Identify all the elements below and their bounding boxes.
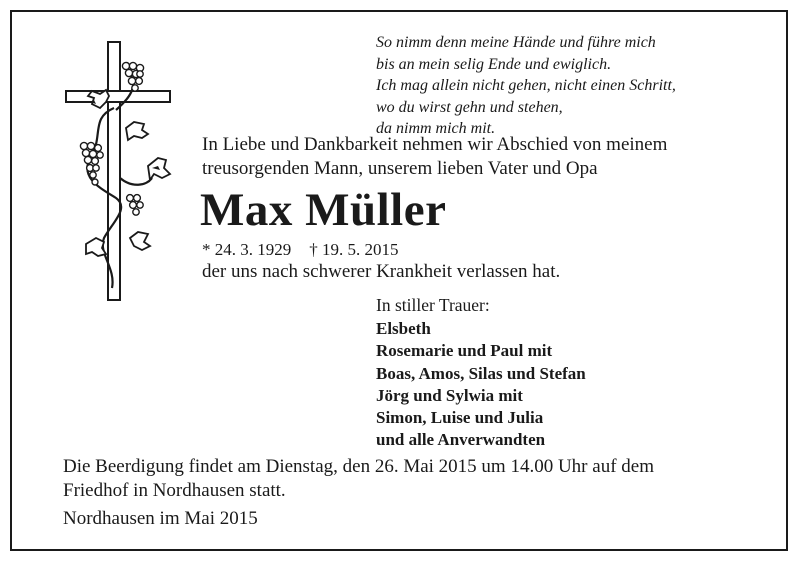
poem-line: Ich mag allein nicht gehen, nicht einen Schritt, bbox=[376, 77, 676, 95]
poem-line: da nimm mich mit. bbox=[376, 120, 496, 138]
intro-line: In Liebe und Dankbarkeit nehmen wir Abschied von meinem bbox=[202, 134, 668, 155]
place-and-date: Nordhausen im Mai 2015 bbox=[63, 508, 258, 529]
funeral-notice bbox=[63, 455, 654, 502]
poem-verse bbox=[376, 32, 676, 140]
poem-line: bis an mein selig Ende und ewiglich. bbox=[376, 55, 612, 73]
funeral-line: Friedhof in Nordhausen statt. bbox=[63, 479, 286, 501]
birth-date: * 24. 3. 1929 bbox=[202, 240, 292, 259]
mourner-name: Boas, Amos, Silas und Stefan bbox=[376, 363, 586, 383]
mourner-name: und alle Anverwandten bbox=[376, 430, 546, 450]
mourner-name: Jörg und Sylwia mit bbox=[376, 385, 523, 405]
mourner-name: Rosemarie und Paul mit bbox=[376, 341, 553, 361]
mourner-name: Elsbeth bbox=[376, 319, 431, 338]
death-date: † 19. 5. 2015 bbox=[309, 240, 399, 259]
intro-text bbox=[202, 133, 667, 180]
passing-text: der uns nach schwerer Krankheit verlassen hat. bbox=[202, 261, 561, 282]
mourning-heading: In stiller Trauer: bbox=[376, 295, 490, 315]
life-dates bbox=[202, 240, 399, 260]
mourners-list bbox=[376, 318, 586, 452]
cross-with-grapevine-icon bbox=[60, 38, 176, 304]
intro-line: treusorgenden Mann, unserem lieben Vater und Opa bbox=[202, 157, 598, 179]
deceased-name: Max Müller bbox=[200, 184, 447, 236]
funeral-line: Die Beerdigung findet am Dienstag, den 26. Mai 2015 um 14.00 Uhr auf dem bbox=[63, 456, 654, 477]
poem-line: wo du wirst gehn und stehen, bbox=[376, 98, 563, 116]
mourner-name: Simon, Luise und Julia bbox=[376, 408, 544, 428]
poem-line: So nimm denn meine Hände und führe mich bbox=[376, 34, 656, 51]
